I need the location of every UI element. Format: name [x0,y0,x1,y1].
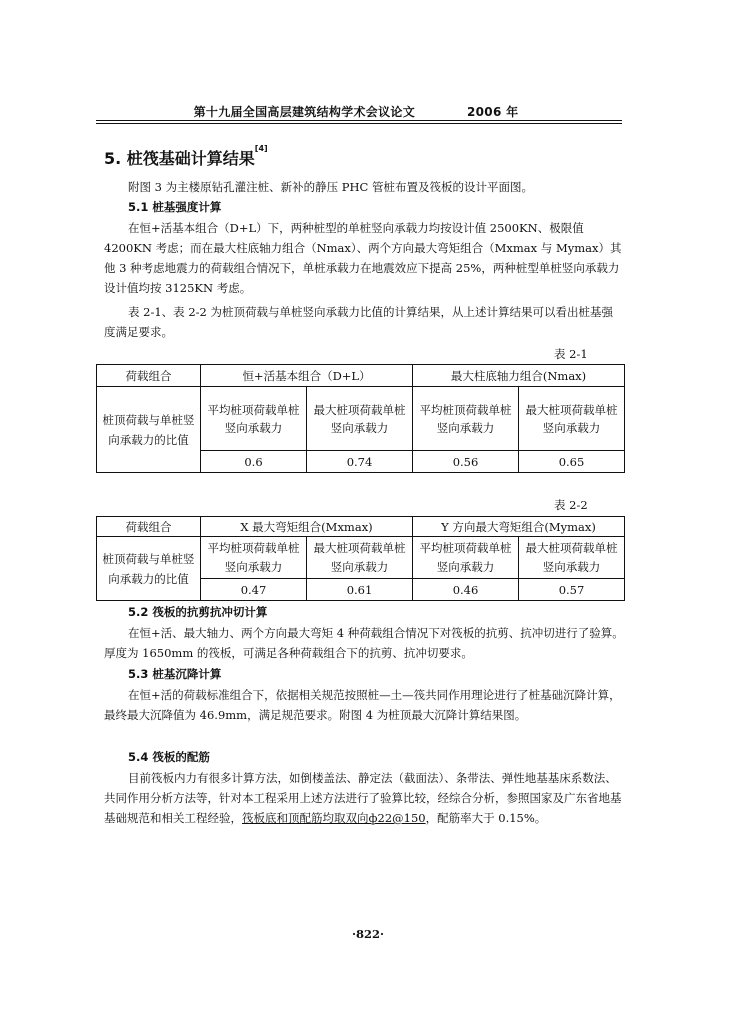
table-cell-value: 0.57 [519,579,625,601]
subsection-5-2-title: 5.2 筏板的抗剪抗冲切计算 [128,605,268,619]
table-cell-value: 0.6 [201,451,307,473]
table-group-header: 最大柱底轴力组合(Nmax) [413,365,625,387]
underlined-text: 筏板底和顶配筋均取双向ф22@150 [242,811,426,825]
citation-ref: [4] [254,144,268,153]
table-group-header: Y 方向最大弯矩组合(Mymax) [413,517,625,537]
page-number: ·822· [351,927,384,941]
table-row-label: 桩顶荷载与单桩竖向承载力的比值 [97,387,201,473]
table-col-header: 平均桩顶荷载单桩竖向承载力 [413,387,519,451]
para-text: ，配筋率大于 0.15%。 [425,811,547,825]
subsection-5-4-para [104,768,624,828]
table-cell-value: 0.61 [307,579,413,601]
running-header [96,103,616,120]
table-cell-value: 0.74 [307,451,413,473]
table-2-2-caption: 表 2-2 [554,498,588,512]
table-row-label: 桩顶荷载与单桩竖向承载力的比值 [97,537,201,601]
table-cell-value: 0.56 [413,451,519,473]
table-2-1-caption: 表 2-1 [554,347,588,361]
intro-paragraph: 附图 3 为主楼原钻孔灌注桩、新补的静压 PHC 管桩布置及筏板的设计平面图。 [128,180,534,194]
subsection-5-3-para: 在恒+活的荷载标准组合下，依据相关规范按照桩—土—筏共同作用理论进行了桩基础沉降计算，最终最大沉降值为 46.9mm，满足规范要求。附图 4 为桩顶最大沉降计算结果图。 [104,688,621,722]
table-cell-value: 0.65 [519,451,625,473]
subsection-5-4-title: 5.4 筏板的配筋 [128,750,210,764]
table-col-header: 最大桩项荷载单桩竖向承载力 [307,537,413,579]
section-heading [104,146,268,169]
table-col-header: 最大桩项荷载单桩竖向承载力 [519,387,625,451]
section-title: 5. 桩筏基础计算结果 [104,149,255,168]
table-cell-value: 0.47 [201,579,307,601]
subsection-5-1-para1: 在恒+活基本组合（D+L）下，两种桩型的单桩竖向承载力均按设计值 2500KN、极限值 4200KN 考虑；而在最大柱底轴力组合（Nmax）、两个方向最大弯矩组合（Mxmax 与 Mymax）其他 3 种考虑地震力的荷载组合情况下，单桩承载力在地震效应下提高 25%，两种桩型单桩竖向承载力设计值均按 3125KN 考虑。 [104,221,622,295]
subsection-5-2-para: 在恒+活、最大轴力、两个方向最大弯矩 4 种荷载组合情况下对筏板的抗剪、抗冲切进行了验算。厚度为 1650mm 的筏板，可满足各种荷载组合下的抗剪、抗冲切要求。 [104,626,624,660]
table-cell-value: 0.46 [413,579,519,601]
table-col-header: 平均桩项荷载单桩竖向承载力 [201,387,307,451]
table-col-header: 最大桩项荷载单桩竖向承载力 [307,387,413,451]
table-col-header: 最大桩项荷载单桩竖向承载力 [519,537,625,579]
subsection-5-1-para2: 表 2-1、表 2-2 为桩顶荷载与单桩竖向承载力比值的计算结果，从上述计算结果可以看出桩基强度满足要求。 [104,305,613,339]
table-corner: 荷载组合 [97,517,201,537]
para-text: 目前筏板内力有很多计算方法，如倒楼盖法、静定法（截面法）、条带法、弹性地基基床系数法、共同作用分析方法等，针对本工程采用上述方法进行了验算比较，经综合分析，参照国家及广东省地基基础规范和相关工程经验， [104,771,622,825]
table-col-header: 平均桩项荷载单桩竖向承载力 [413,537,519,579]
table-group-header: X 最大弯矩组合(Mxmax) [201,517,413,537]
header-rule-thin [96,123,622,124]
table-col-header: 平均桩项荷载单桩竖向承载力 [201,537,307,579]
header-rule-thick [96,120,622,121]
table-corner: 荷载组合 [97,365,201,387]
table-2-1 [96,364,625,473]
subsection-5-3-title: 5.3 桩基沉降计算 [128,667,222,681]
table-group-header: 恒+活基本组合（D+L） [201,365,413,387]
header-title: 第十九届全国高层建筑结构学术会议论文 [193,105,415,119]
subsection-5-1-title: 5.1 桩基强度计算 [128,200,222,214]
header-year: 2006 年 [467,105,519,119]
table-2-2 [96,516,625,601]
